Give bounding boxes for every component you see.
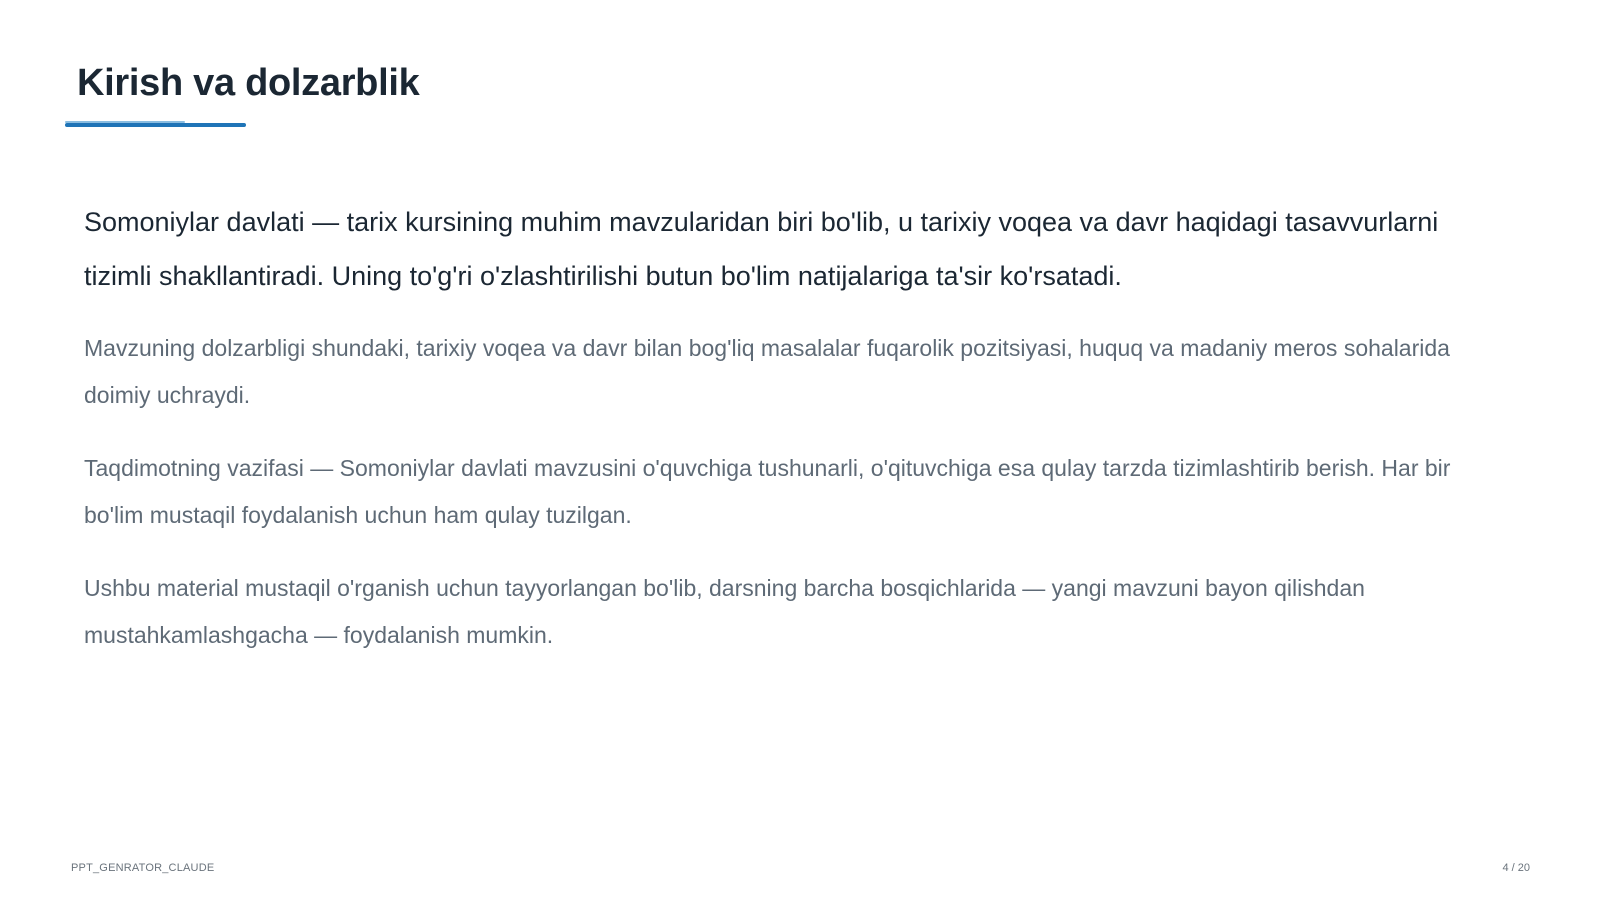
slide-content bbox=[84, 195, 1504, 685]
body-paragraph-relevance: Mavzuning dolzarbligi shundaki, tarixiy voqea va davr bilan bog'liq masalalar fuqarolik pozitsiyasi, huquq va madaniy meros sohalarida doimiy uchraydi. bbox=[84, 335, 1450, 408]
title-underline bbox=[65, 121, 246, 129]
page-indicator: 4 / 20 bbox=[1502, 862, 1530, 874]
slide-title: Kirish va dolzarblik bbox=[77, 62, 420, 104]
title-underline-bar bbox=[65, 123, 246, 127]
body-paragraph-usage: Ushbu material mustaqil o'rganish uchun tayyorlangan bo'lib, darsning barcha bosqichlarida — yangi mavzuni bayon qilishdan mustahkamlashgacha — foydalanish mumkin. bbox=[84, 575, 1365, 648]
lead-paragraph: Somoniylar davlati — tarix kursining muhim mavzularidan biri bo'lib, u tarixiy voqea va davr haqidagi tasavvurlarni tizimli shakllantiradi. Uning to'g'ri o'zlashtirilishi butun bo'lim natijalariga ta'sir ko'rsatadi. bbox=[84, 207, 1439, 291]
body-paragraph-purpose: Taqdimotning vazifasi — Somoniylar davlati mavzusini o'quvchiga tushunarli, o'qituvchiga esa qulay tarzda tizimlashtirib berish. Har bir bo'lim mustaqil foydalanish uchun ham qulay tuzilgan. bbox=[84, 455, 1451, 528]
footer-label: PPT_GENRATOR_CLAUDE bbox=[71, 862, 215, 874]
